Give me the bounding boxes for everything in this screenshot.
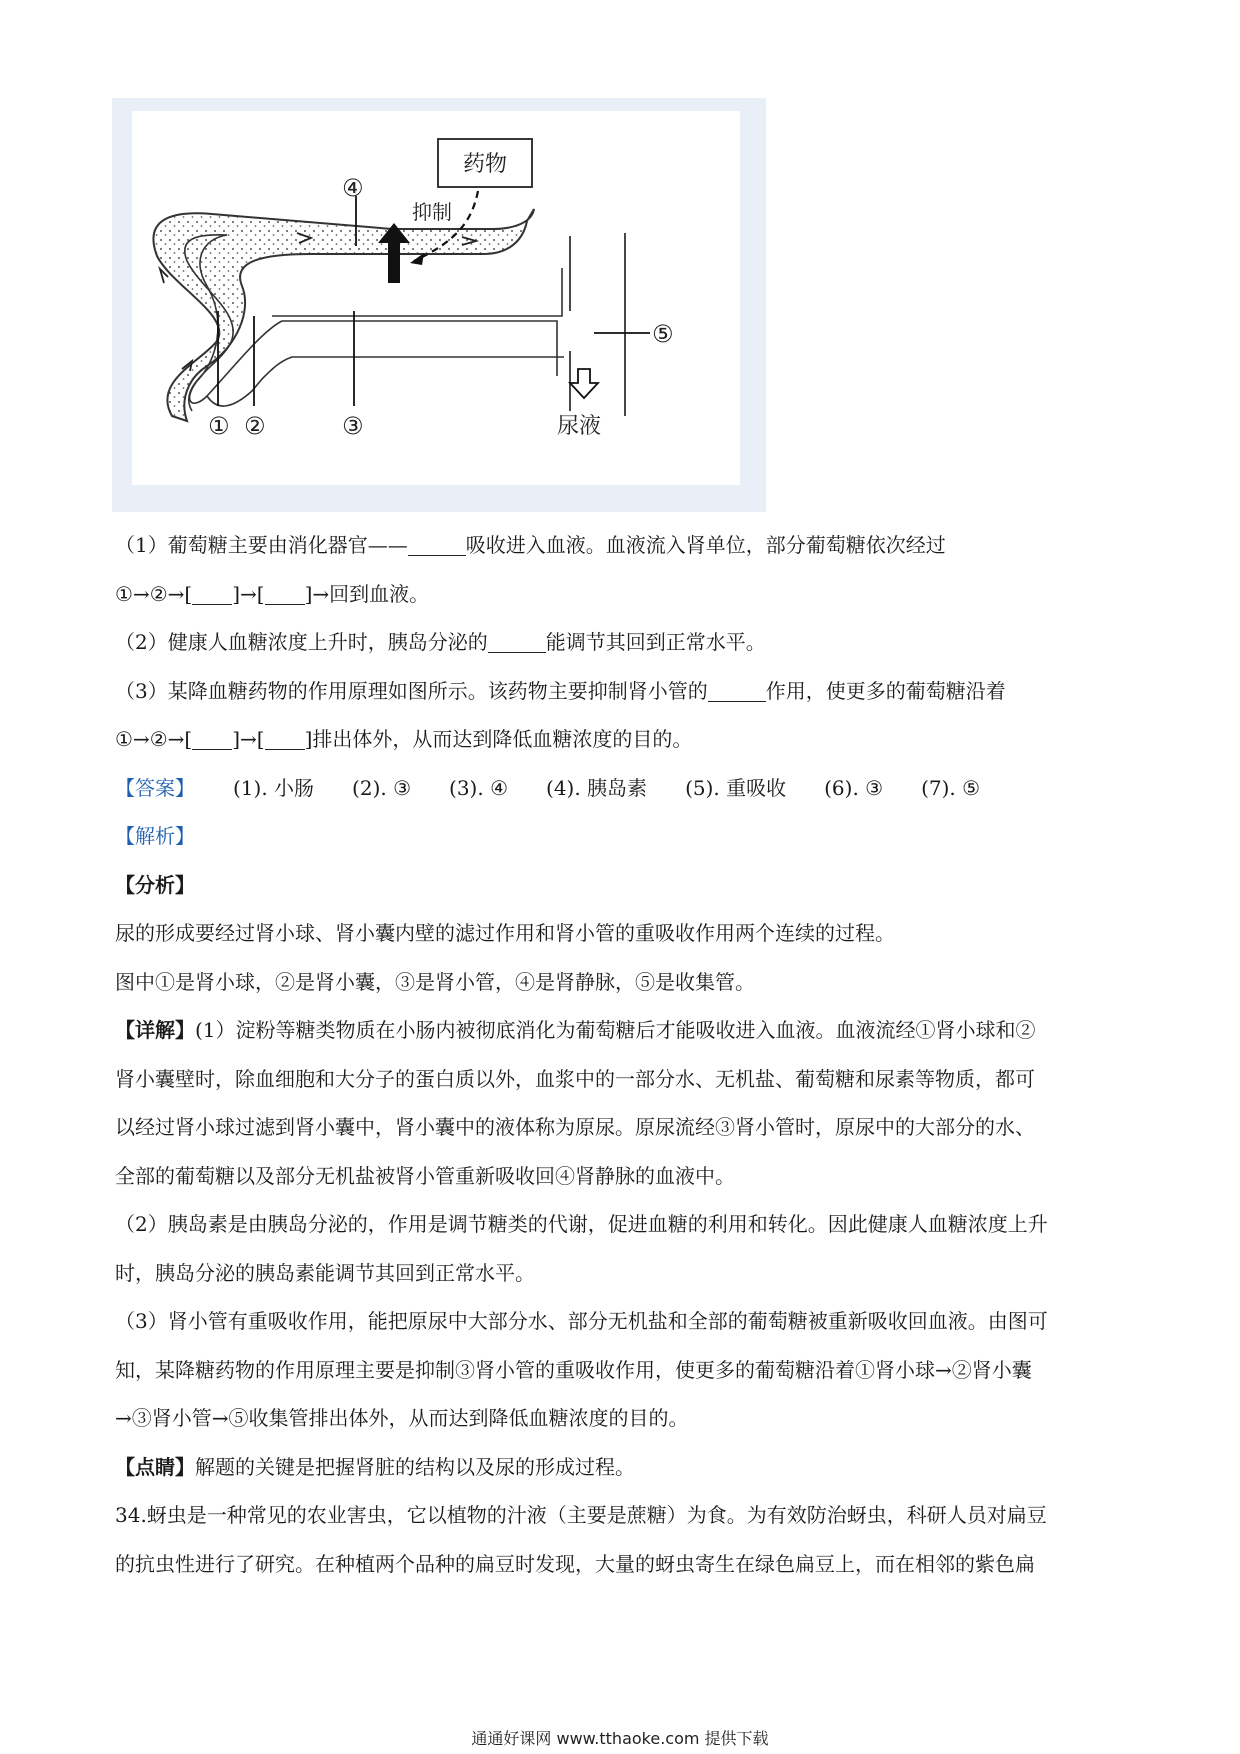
answer-item-5: (5). 重吸收 xyxy=(685,775,787,800)
answer-item-6: (6). ③ xyxy=(824,775,884,800)
tip-label: 【点睛】 xyxy=(115,1454,195,1479)
label-3: ③ xyxy=(342,412,364,440)
analysis-paragraph-1: 尿的形成要经过肾小球、肾小囊内壁的滤过作用和肾小管的重吸收作用两个连续的过程。 xyxy=(115,921,895,945)
q3-blank-1 xyxy=(708,679,766,702)
q2-line xyxy=(115,618,1130,667)
q3-line-2 xyxy=(115,715,1130,764)
answer-item-3: (3). ④ xyxy=(449,775,509,800)
q1-blank-2 xyxy=(192,582,232,605)
detail-line-2: 肾小囊壁时，除血细胞和大分子的蛋白质以外，血浆中的一部分水、无机盐、葡萄糖和尿素等物质，都可 xyxy=(115,1066,1035,1091)
q3-path-a: ①→②→[ xyxy=(115,727,193,751)
label-4: ④ xyxy=(342,174,364,202)
document-body xyxy=(115,521,1130,1588)
q2-blank xyxy=(488,630,546,653)
q1-path-c: ]→回到血液。 xyxy=(304,581,430,606)
label-2: ② xyxy=(244,412,266,440)
tip-line xyxy=(115,1443,1130,1492)
q1-text-b: 吸收进入血液。血液流入肾单位，部分葡萄糖依次经过 xyxy=(465,533,946,557)
analysis-paragraph-2: 图中①是肾小球，②是肾小囊，③是肾小管，④是肾静脉，⑤是收集管。 xyxy=(115,969,755,994)
q3-text-b: 作用，使更多的葡萄糖沿着 xyxy=(765,678,1006,703)
answer-label: 【答案】 xyxy=(115,775,195,800)
urine-label: 尿液 xyxy=(557,414,602,439)
q3-blank-3 xyxy=(265,727,305,750)
page-footer: 通通好课网 www.tthaoke.com 提供下载 xyxy=(471,1729,769,1748)
q3-line-1 xyxy=(115,667,1130,716)
detail-line-6: 时，胰岛分泌的胰岛素能调节其回到正常水平。 xyxy=(115,1260,535,1285)
q1-path-b: ]→[ xyxy=(232,581,265,606)
q3-path-b: ]→[ xyxy=(232,727,265,751)
q1-blank-3 xyxy=(265,582,305,605)
q3-path-c: ]排出体外，从而达到降低血糖浓度的目的。 xyxy=(304,727,693,751)
answer-item-1: (1). 小肠 xyxy=(233,775,315,800)
detail-line-4: 全部的葡萄糖以及部分无机盐被肾小管重新吸收回④肾静脉的血液中。 xyxy=(115,1163,735,1188)
answer-item-4: (4). 胰岛素 xyxy=(546,775,648,800)
loop-bottom xyxy=(207,357,564,406)
tip-text: 解题的关键是把握肾脏的结构以及尿的形成过程。 xyxy=(195,1454,635,1479)
answer-line xyxy=(115,764,1130,813)
figure-frame xyxy=(112,98,766,512)
q2-text-a: 健康人血糖浓度上升时，胰岛分泌的 xyxy=(167,630,488,654)
urine-arrow xyxy=(570,369,598,398)
detail-label: 【详解】 xyxy=(115,1018,195,1042)
label-5: ⑤ xyxy=(652,320,674,348)
analysis-label: 【解析】 xyxy=(115,824,195,848)
q1-line-1 xyxy=(115,521,1130,570)
q1-line-2 xyxy=(115,570,1130,619)
q1-path-a: ①→②→[ xyxy=(115,581,193,606)
inhibit-label: 抑制 xyxy=(412,200,452,224)
analysis-sub-label: 【分析】 xyxy=(115,872,195,897)
answer-item-7: (7). ⑤ xyxy=(921,775,981,800)
detail-line-9: →③肾小管→⑤收集管排出体外，从而达到降低血糖浓度的目的。 xyxy=(115,1406,689,1430)
detail-text-1: (1）淀粉等糖类物质在小肠内被彻底消化为葡萄糖后才能吸收进入血液。血液流经①肾小球和② xyxy=(195,1018,1036,1042)
q2-text-b: 能调节其回到正常水平。 xyxy=(545,630,766,654)
q3-number: （3） xyxy=(115,678,168,703)
detail-line-7: （3）肾小管有重吸收作用，能把原尿中大部分水、部分无机盐和全部的葡萄糖被重新吸收回血液。由图可 xyxy=(115,1309,1048,1333)
detail-line-1 xyxy=(115,1006,1130,1055)
q3-text-a: 某降血糖药物的作用原理如图所示。该药物主要抑制肾小管的 xyxy=(167,678,708,703)
q2-number: （2） xyxy=(115,630,168,654)
label-1: ① xyxy=(208,412,230,440)
q1-number: （1） xyxy=(115,533,168,557)
detail-line-3: 以经过肾小球过滤到肾小囊中，肾小囊中的液体称为原尿。原尿流经③肾小管时，原尿中的大部分的水、 xyxy=(115,1115,1035,1139)
detail-line-8: 知，某降糖药物的作用原理主要是抑制③肾小管的重吸收作用，使更多的葡萄糖沿着①肾小球→②肾小囊 xyxy=(115,1357,1032,1382)
q1-blank-1 xyxy=(408,533,466,556)
tubule-lower-wall xyxy=(272,268,562,316)
nephron-diagram xyxy=(132,111,740,485)
drug-label: 药物 xyxy=(462,152,508,177)
answer-item-2: (2). ③ xyxy=(352,775,412,800)
detail-line-5: （2）胰岛素是由胰岛分泌的，作用是调节糖类的代谢，促进血糖的利用和转化。因此健康人血糖浓度上升 xyxy=(115,1212,1048,1236)
q34-line-2: 的抗虫性进行了研究。在种植两个品种的扁豆时发现，大量的蚜虫寄生在绿色扁豆上，而在相邻的紫色扁 xyxy=(115,1551,1035,1576)
q34-line-1: 34.蚜虫是一种常见的农业害虫，它以植物的汁液（主要是蔗糖）为食。为有效防治蚜虫，科研人员对扁豆 xyxy=(115,1503,1047,1527)
q1-text-a: 葡萄糖主要由消化器官—— xyxy=(167,533,408,557)
q3-blank-2 xyxy=(192,727,232,750)
